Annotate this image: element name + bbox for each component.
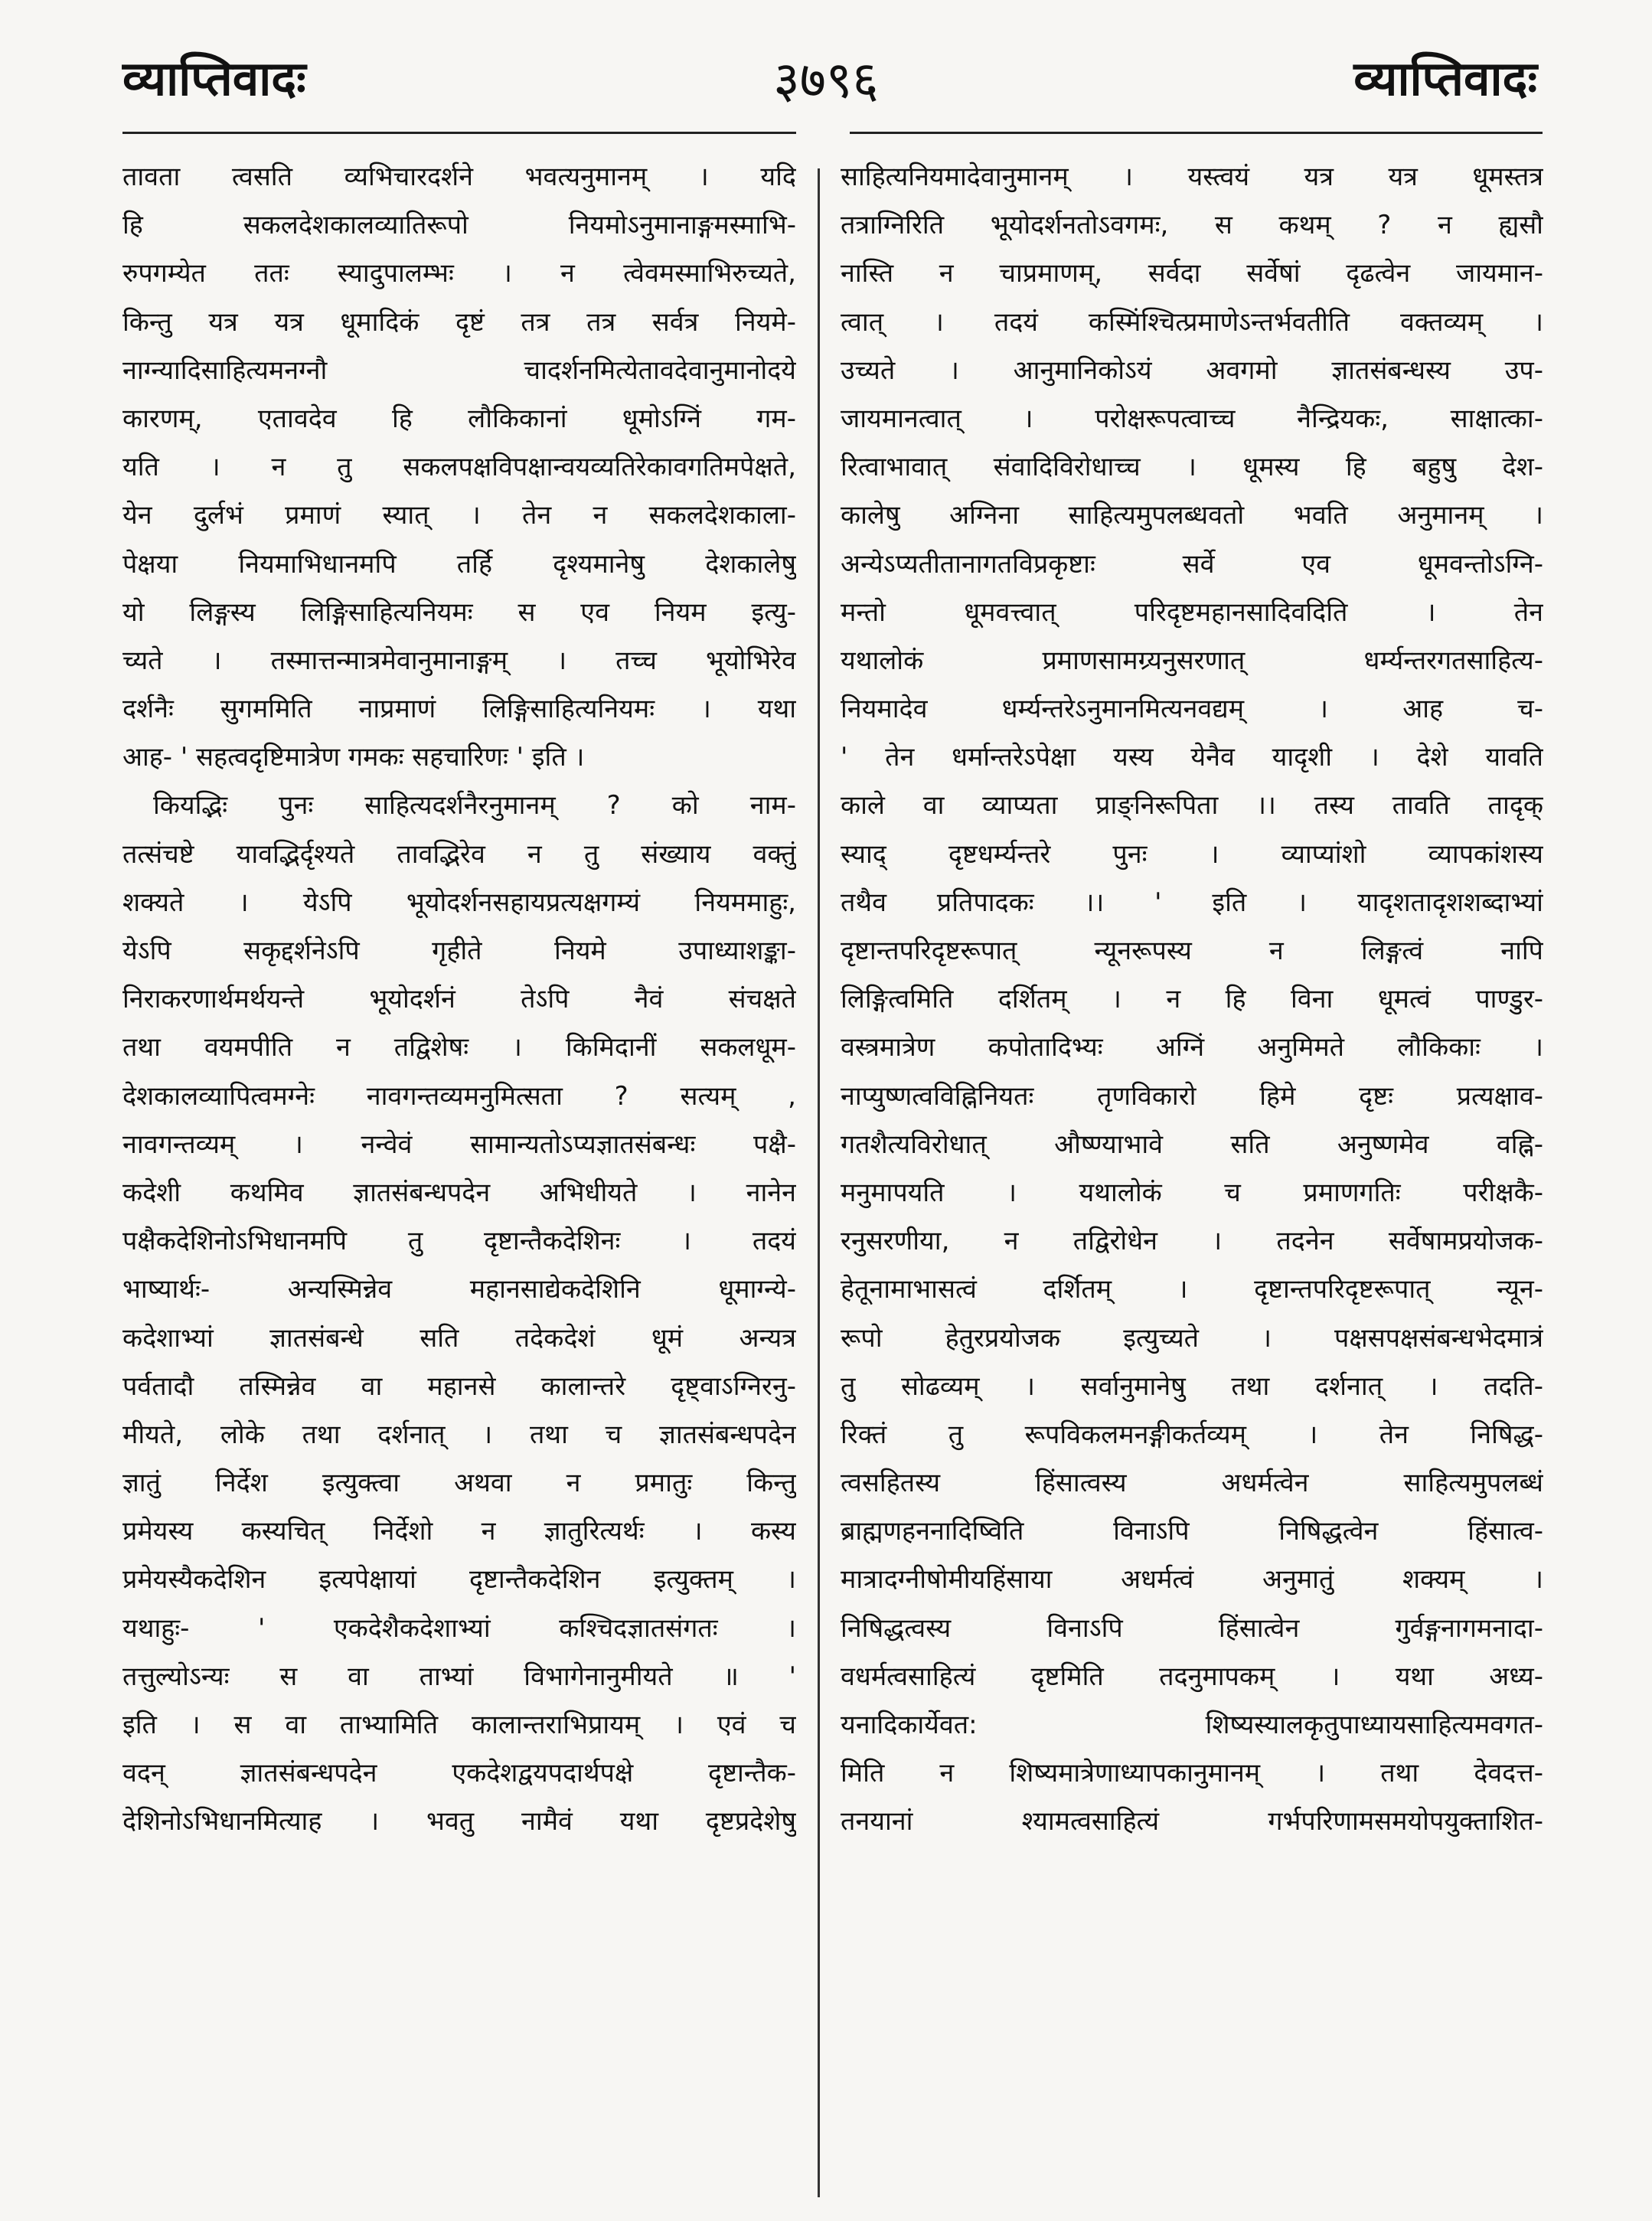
text-line: काले वा व्याप्यता प्राङ्निरूपिता ।। तस्य तावति तादृक् <box>841 790 1543 821</box>
text-line: पेक्षया नियमाभिधानमपि तर्हि दृश्यमानेषु देशकालेषु <box>122 548 796 580</box>
running-title-right: व्याप्तिवादः <box>1353 51 1537 106</box>
text-line: रुपगम्येत ततः स्यादुपालम्भः । न त्वेवमस्माभिरुच्यते, <box>122 258 796 289</box>
text-line: आह- ' सहत्वदृष्टिमात्रेण गमकः सहचारिणः ' इति । <box>122 742 585 773</box>
text-line: तथा वयमपीति न तद्विशेषः । किमिदानीं सकलधूम- <box>122 1032 796 1063</box>
text-line: इति । स वा ताभ्यामिति कालान्तराभिप्रायम् । एवं च <box>122 1710 796 1740</box>
text-line: मनुमापयति । यथालोकं च प्रमाणगतिः परीक्षकै- <box>841 1177 1543 1208</box>
text-line: कियद्भिः पुनः साहित्यदर्शनैरनुमानम् ? को नाम- <box>153 790 796 821</box>
text-line: तावता त्वसति व्यभिचारदर्शने भवत्यनुमानम् । यदि <box>122 162 796 192</box>
text-line: यो लिङ्गस्य लिङ्गिसाहित्यनियमः स एव नियम इत्यु- <box>122 596 796 628</box>
text-line: निराकरणार्थमर्थयन्ते भूयोदर्शनं तेऽपि नैवं संचक्षते <box>122 984 796 1015</box>
header-rule-right <box>850 132 1543 134</box>
text-line: मन्तो धूमवत्त्वात् परिदृष्टमहानसादिवदिति । तेन <box>841 596 1543 628</box>
text-line: तत्राग्निरिति भूयोदर्शनतोऽवगमः, स कथम् ? न ह्यसौ <box>841 210 1543 241</box>
text-line: तनयानां श्यामत्वसाहित्यं गर्भपरिणामसमयोपयुक्ताशित- <box>841 1806 1543 1837</box>
text-line: उच्यते । आनुमानिकोऽयं अवगमो ज्ञातसंबन्धस्य उप- <box>841 354 1543 386</box>
text-line: यति । न तु सकलपक्षविपक्षान्वयव्यतिरेकावगतिमपेक्षते, <box>122 452 796 483</box>
text-line: किन्तु यत्र यत्र धूमादिकं दृष्टं तत्र तत्र सर्वत्र नियमे- <box>122 306 796 338</box>
text-line: यनादिकार्येवत: शिष्यस्यालकृतुपाध्यायसाहित्यमवगत- <box>841 1710 1543 1740</box>
text-line: जायमानत्वात् । परोक्षरूपत्वाच्च नैन्द्रियकः, साक्षात्का- <box>841 403 1543 434</box>
text-line: येन दुर्लभं प्रमाणं स्यात् । तेन न सकलदेशकाला- <box>122 500 796 531</box>
text-line: लिङ्गित्वमिति दर्शितम् । न हि विना धूमत्वं पाण्डुर- <box>841 984 1543 1015</box>
text-line: साहित्यनियमादेवानुमानम् । यस्त्वयं यत्र यत्र धूमस्तत्र <box>841 162 1543 192</box>
text-line: गतशैत्यविरोधात् औष्ण्याभावे सति अनुष्णमेव वह्नि- <box>841 1128 1543 1160</box>
text-line: हि सकलदेशकालव्यातिरूपो नियमोऽनुमानाङ्गमस्माभि- <box>122 210 796 241</box>
text-line: तत्तुल्योऽन्यः स वा ताभ्यां विभागेनानुमीयते ॥ ' <box>122 1661 796 1692</box>
text-line: तत्संचष्टे यावद्भिर्दृश्यते तावद्भिरेव न तु संख्याय वक्तुं <box>122 838 796 870</box>
text-line: वधर्मत्वसाहित्यं दृष्टमिति तदनुमापकम् । यथा अध्य- <box>841 1661 1543 1692</box>
text-line: मीयते, लोके तथा दर्शनात् । तथा च ज्ञातसंबन्धपदेन <box>122 1419 796 1450</box>
text-line: प्रमेयस्यैकदेशिन इत्यपेक्षायां दृष्टान्तैकदेशिन इत्युक्तम् । <box>122 1564 796 1596</box>
text-line: रनुसरणीया, न तद्विरोधेन । तदनेन सर्वेषामप्रयोजक- <box>841 1226 1543 1257</box>
text-line: कारणम्, एतावदेव हि लौकिकानां धूमोऽग्निं गम- <box>122 403 796 434</box>
text-line: निषिद्धत्वस्य विनाऽपि हिंसात्वेन गुर्वङ्गनागमनादा- <box>841 1612 1543 1644</box>
text-line: वदन् ज्ञातसंबन्धपदेन एकदेशद्वयपदार्थपक्षे दृष्टान्तैक- <box>122 1758 796 1789</box>
text-line: च्यते । तस्मात्तन्मात्रमेवानुमानाङ्गम् । तच्च भूयोभिरेव <box>122 645 796 676</box>
text-line: नाप्युष्णत्वविह्निनियतः तृणविकारो हिमे दृष्टः प्रत्यक्षाव- <box>841 1080 1543 1112</box>
text-line: त्वात् । तदयं कस्मिंश्चित्प्रमाणेऽन्तर्भवतीति वक्तव्यम् । <box>841 306 1543 338</box>
text-line: शक्यते । येऽपि भूयोदर्शनसहायप्रत्यक्षगम्यं नियममाहुः, <box>122 887 796 918</box>
text-line: पक्षैकदेशिनोऽभिधानमपि तु दृष्टान्तैकदेशिनः । तदयं <box>122 1226 796 1257</box>
text-line: यथाहुः- ' एकदेशैकदेशाभ्यां कश्चिदज्ञातसंगतः । <box>122 1612 796 1644</box>
text-line: नास्ति न चाप्रमाणम्, सर्वदा सर्वेषां दृढत्वेन जायमान- <box>841 258 1543 289</box>
text-line: भाष्यार्थः- अन्यस्मिन्नेव महानसाद्येकदेशिनि धूमाग्न्ये- <box>122 1274 796 1305</box>
text-line: हेतूनामाभासत्वं दर्शितम् । दृष्टान्तपरिदृष्टरूपात् न्यून- <box>841 1274 1543 1305</box>
text-line: वस्त्रमात्रेण कपोतादिभ्यः अग्निं अनुमिमते लौकिकाः । <box>841 1032 1543 1063</box>
text-line: दर्शनैः सुगममिति नाप्रमाणं लिङ्गिसाहित्यनियमः । यथा <box>122 694 796 725</box>
text-line: स्याद् दृष्टधर्म्यन्तरे पुनः । व्याप्यांशो व्यापकांशस्य <box>841 838 1543 870</box>
text-line: प्रमेयस्य कस्यचित् निर्देशो न ज्ञातुरित्यर्थः । कस्य <box>122 1516 796 1547</box>
text-line: ज्ञातुं निर्देश इत्युक्त्वा अथवा न प्रमातुः किन्तु <box>122 1468 796 1499</box>
text-line: रूपो हेतुरप्रयोजक इत्युच्यते । पक्षसपक्षसंबन्धभेदमात्रं <box>841 1322 1543 1354</box>
text-line: नाग्न्यादिसाहित्यमनग्नौ चादर्शनमित्येतावदेवानुमानोदये <box>122 354 796 386</box>
page-number: ३७९६ <box>773 51 879 109</box>
text-line: नावगन्तव्यम् । नन्वेवं सामान्यतोऽप्यज्ञातसंबन्धः पक्षै- <box>122 1128 796 1160</box>
text-line: देशकालव्यापित्वमग्नेः नावगन्तव्यमनुमित्सता ? सत्यम् , <box>122 1080 796 1112</box>
text-line: देशिनोऽभिधानमित्याह । भवतु नामैवं यथा दृष्टप्रदेशेषु <box>122 1806 796 1837</box>
text-line: दृष्टान्तपरिदृष्टरूपात् न्यूनरूपस्य न लिङ्गत्वं नापि <box>841 936 1543 966</box>
text-line: कदेशाभ्यां ज्ञातसंबन्धे सति तदेकदेशं धूमं अन्यत्र <box>122 1322 796 1354</box>
right-column <box>841 153 1543 2190</box>
header-rule-left <box>122 132 796 134</box>
text-line: ' तेन धर्मान्तरेऽपेक्षा यस्य येनैव यादृशी । देशे यावति <box>841 742 1543 773</box>
text-line: अन्येऽप्यतीतानागतविप्रकृष्टाः सर्वे एव धूमवन्तोऽग्नि- <box>841 548 1543 580</box>
text-line: रिक्तं तु रूपविकलमनङ्गीकर्तव्यम् । तेन निषिद्ध- <box>841 1419 1543 1450</box>
text-line: कालेषु अग्निना साहित्यमुपलब्धवतो भवति अनुमानम् । <box>841 500 1543 531</box>
text-line: तथैव प्रतिपादकः ।। ' इति । यादृशतादृशशब्दाभ्यां <box>841 887 1543 918</box>
text-line: तु सोढव्यम् । सर्वानुमानेषु तथा दर्शनात् । तदति- <box>841 1370 1543 1402</box>
text-line: ब्राह्मणहननादिष्विति विनाऽपि निषिद्धत्वेन हिंसात्व- <box>841 1516 1543 1547</box>
left-column <box>122 153 796 2190</box>
text-line: मिति न शिष्यमात्रेणाध्यापकानुमानम् । तथा देवदत्त- <box>841 1758 1543 1789</box>
text-line: यथालोकं प्रमाणसामग्र्यनुसरणात् धर्म्यन्तरगतसाहित्य- <box>841 645 1543 676</box>
text-line: नियमादेव धर्म्यन्तरेऽनुमानमित्यनवद्यम् । आह च- <box>841 694 1543 725</box>
text-line: पर्वतादौ तस्मिन्नेव वा महानसे कालान्तरे दृष्ट्वाऽग्निरनु- <box>122 1370 796 1402</box>
running-title-left: व्याप्तिवादः <box>122 51 306 106</box>
text-line: मात्रादग्नीषोमीयहिंसाया अधर्मत्वं अनुमातुं शक्यम् । <box>841 1564 1543 1596</box>
text-line: कदेशी कथमिव ज्ञातसंबन्धपदेन अभिधीयते । नानेन <box>122 1177 796 1208</box>
text-line: त्वसहितस्य हिंसात्वस्य अधर्मत्वेन साहित्यमुपलब्धं <box>841 1468 1543 1499</box>
text-line: येऽपि सकृद्दर्शनेऽपि गृहीते नियमे उपाध्याशङ्का- <box>122 936 796 966</box>
text-line: रित्वाभावात् संवादिविरोधाच्च । धूमस्य हि बहुषु देश- <box>841 452 1543 483</box>
column-divider <box>818 168 820 2197</box>
